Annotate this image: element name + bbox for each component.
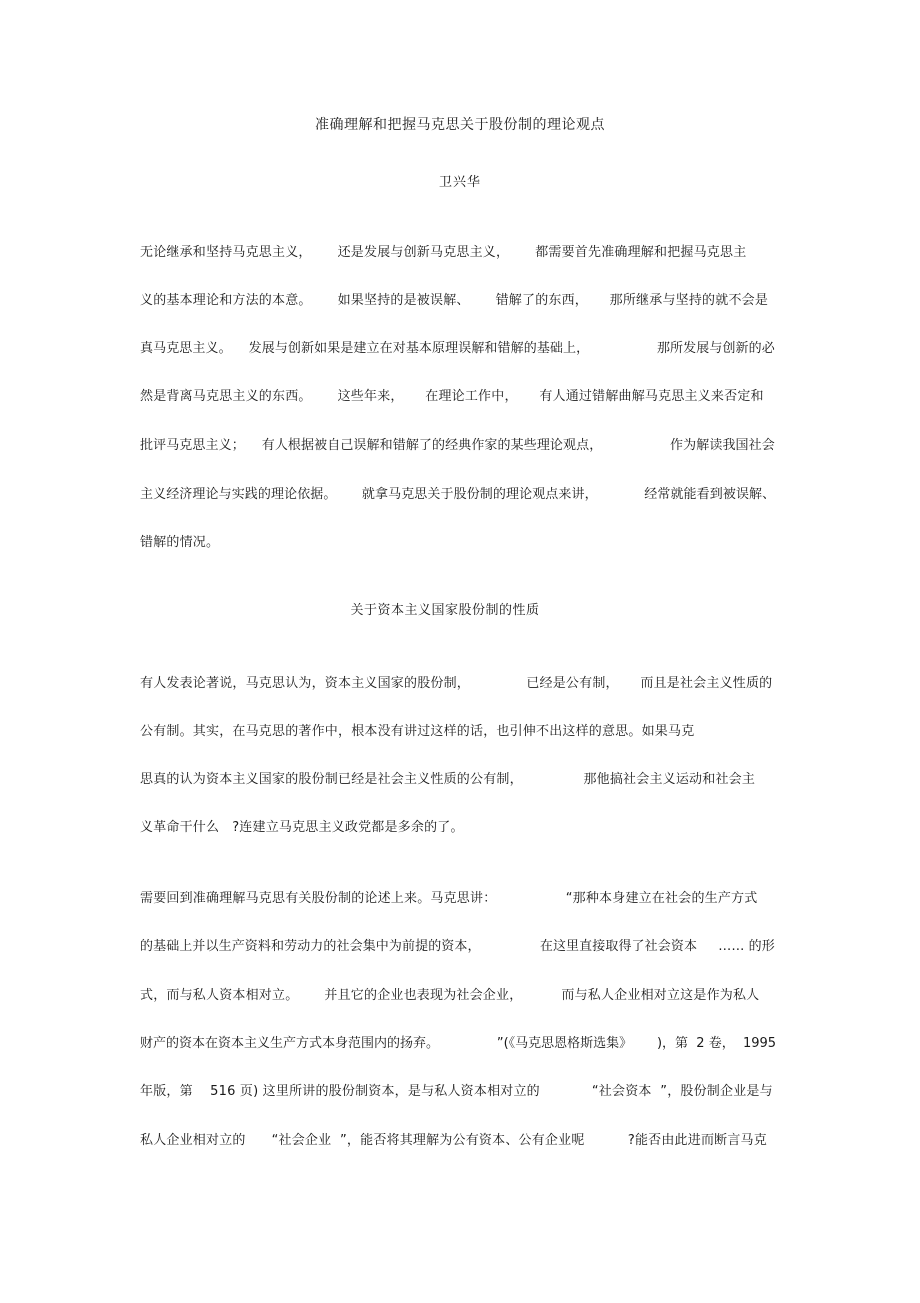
text-line: 无论继承和坚持马克思主义， 还是发展与创新马克思主义， 都需要首先准确理解和把握马克思主 — [140, 245, 747, 260]
text-line: 式，而与私人资本相对立。 并且它的企业也表现为社会企业， 而与私人企业相对立这是作为私人 — [140, 988, 760, 1003]
text-line: 主义经济理论与实践的理论依据。 就拿马克思关于股份制的理论观点来讲， 经常就能看到被误解、 — [140, 487, 776, 502]
text-line: 然是背离马克思主义的东西。 这些年来， 在理论工作中， 有人通过错解曲解马克思主义来否定和 — [140, 389, 764, 404]
text-line: 的基础上并以生产资料和劳动力的社会集中为前提的资本， 在这里直接取得了社会资本 …… 的形 — [140, 939, 775, 954]
text-line: 公有制。其实，在马克思的著作中，根本没有讲过这样的话，也引伸不出这样的意思。如果马克 — [140, 724, 695, 739]
document-title: 准确理解和把握马克思关于股份制的理论观点 — [315, 117, 605, 133]
author-name: 卫兴华 — [438, 175, 481, 190]
text-line: 义的基本理论和方法的本意。 如果坚持的是被误解、 错解了的东西， 那所继承与坚持的就不会是 — [140, 293, 769, 308]
text-line: 真马克思主义。 发展与创新如果是建立在对基本原理误解和错解的基础上， 那所发展与创新的必 — [140, 341, 775, 356]
text-line: 义革命干什么 ?连建立马克思主义政党都是多余的了。 — [140, 820, 464, 835]
text-line: 错解的情况。 — [140, 535, 220, 550]
text-line: 批评马克思主义； 有人根据被自己误解和错解了的经典作家的某些理论观点， 作为解读我国社会 — [140, 438, 775, 453]
text-line: 私人企业相对立的 “社会企业 ”，能否将其理解为公有资本、公有企业呢 ?能否由此进而断言马克 — [140, 1133, 767, 1148]
text-line: 思真的认为资本主义国家的股份制已经是社会主义性质的公有制， 那他搞社会主义运动和社会主 — [140, 772, 756, 787]
text-line: 需要回到准确理解马克思有关股份制的论述上来。马克思讲： “那种本身建立在社会的生产方式 — [140, 891, 758, 906]
text-line: 有人发表论著说，马克思认为，资本主义国家的股份制， 已经是公有制， 而且是社会主义性质的 — [140, 676, 773, 691]
text-line: 财产的资本在资本主义生产方式本身范围内的扬弃。 ”(《马克思恩格斯选集》 )，第 2 卷， 1995 — [140, 1036, 777, 1051]
text-line: 年版，第 516 页) 这里所讲的股份制资本，是与私人资本相对立的 “社会资本 ”，股份制企业是与 — [140, 1084, 773, 1099]
section-heading: 关于资本主义国家股份制的性质 — [350, 603, 540, 618]
